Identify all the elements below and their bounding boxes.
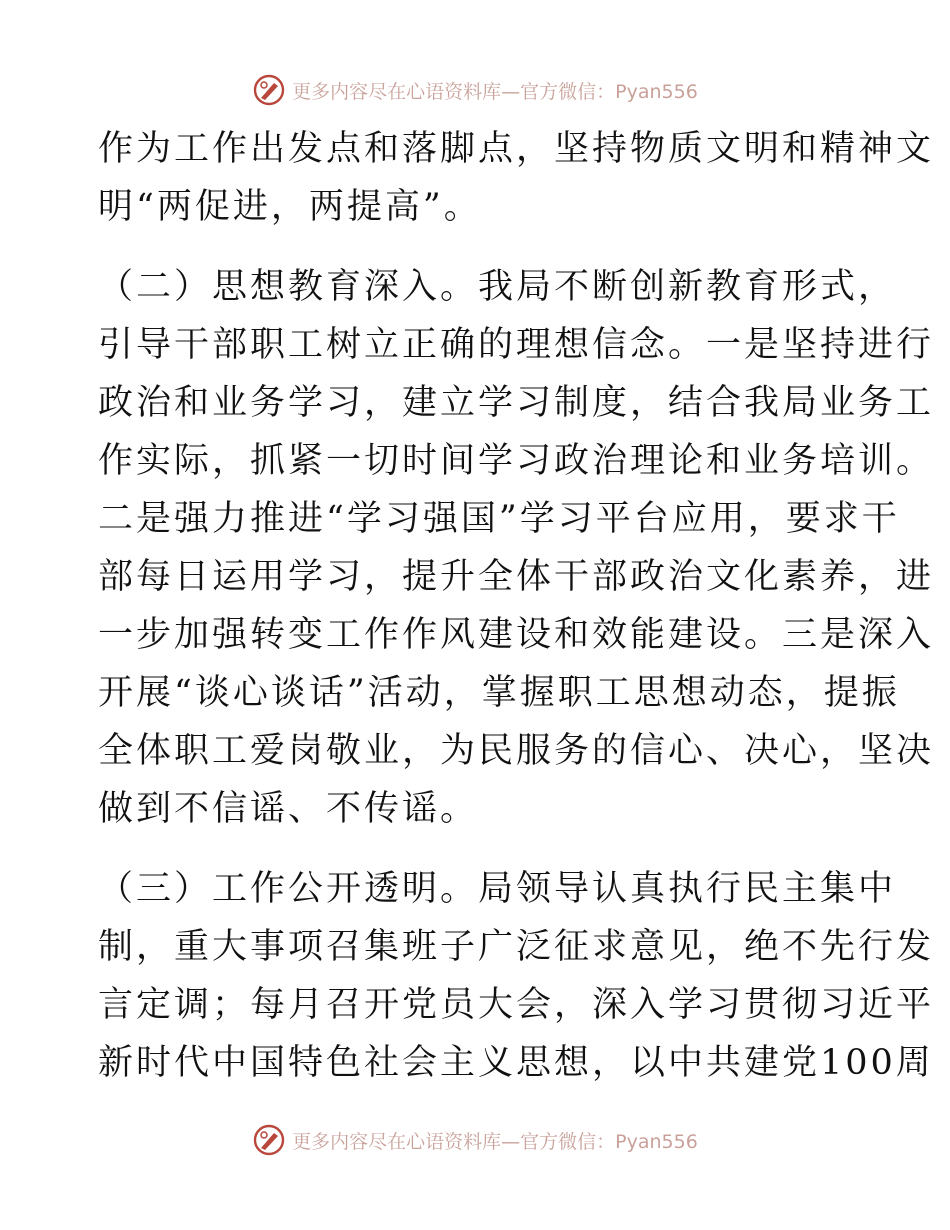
text-line: 作为工作出发点和落脚点，坚持物质文明和精神文 <box>98 129 935 169</box>
footer-watermark <box>0 1120 950 1160</box>
text-line: 全体职工爱岗敬业，为民服务的信心、决心，坚决 <box>98 731 935 771</box>
paragraph-3 <box>98 860 935 1092</box>
pen-circle-logo-icon <box>252 73 286 107</box>
text-line: 做到不信谣、不传谣。 <box>98 789 479 829</box>
watermark-text: 更多内容尽在心语资料库—官方微信：Pyan556 <box>292 1130 698 1153</box>
text-line: 引导干部职工树立正确的理想信念。一是坚持进行 <box>98 325 935 365</box>
paragraph-2 <box>98 258 935 838</box>
text-line: 开展“谈心谈话”活动，掌握职工思想动态，提振 <box>98 673 900 713</box>
text-line: 新时代中国特色社会主义思想，以中共建党100周 <box>98 1043 934 1083</box>
pen-circle-logo-icon <box>252 1123 286 1157</box>
paragraph-heading-line: （二）思想教育深入。我局不断创新教育形式， <box>98 267 897 307</box>
text-line: 制，重大事项召集班子广泛征求意见，绝不先行发 <box>98 927 935 967</box>
watermark-text: 更多内容尽在心语资料库—官方微信：Pyan556 <box>292 80 698 103</box>
text-line: 明“两促进，两提高”。 <box>98 187 482 227</box>
text-line: 二是强力推进“学习强国”学习平台应用，要求干 <box>98 499 900 539</box>
paragraph-heading-line: （三）工作公开透明。局领导认真执行民主集中 <box>98 869 897 909</box>
text-line: 部每日运用学习，提升全体干部政治文化素养，进 <box>98 557 935 597</box>
text-line: 作实际，抓紧一切时间学习政治理论和业务培训。 <box>98 441 935 481</box>
header-watermark <box>0 70 950 110</box>
text-line: 言定调；每月召开党员大会，深入学习贯彻习近平 <box>98 985 935 1025</box>
document-body <box>98 120 935 1092</box>
paragraph-1 <box>98 120 935 236</box>
text-line: 一步加强转变工作作风建设和效能建设。三是深入 <box>98 615 935 655</box>
text-line: 政治和业务学习，建立学习制度，结合我局业务工 <box>98 383 935 423</box>
